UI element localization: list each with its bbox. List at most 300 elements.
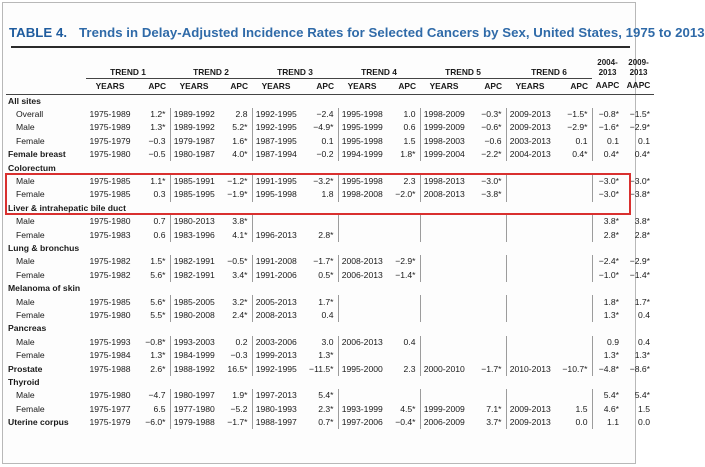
years-cell [506,255,554,268]
apc-cell: 2.6* [134,362,170,375]
apc-cell [554,269,592,282]
years-cell: 1975-1985 [89,189,131,200]
apc-cell [468,389,506,402]
aapc-cell: 1.5 [638,403,650,414]
apc-cell: 5.5* [134,309,170,322]
apc-cell: −1.2* [218,175,252,188]
apc-cell [386,389,420,402]
years-cell: 2008-2013 [255,309,297,320]
years-cell: 1998-2013 [423,176,465,187]
table-number: TABLE 4. [9,25,68,40]
site-label: Pancreas [8,323,47,334]
apc-cell [468,309,506,322]
site-row [6,362,654,375]
years-cell [420,295,468,308]
apc-cell: 16.5* [218,362,252,375]
site-row [6,322,654,335]
years-cell [506,228,554,241]
years-cell: 1977-1980 [173,403,215,414]
header-years: YEARS [506,78,554,94]
site-label: Prostate [8,363,43,374]
years-cell [420,269,468,282]
apc-cell: 0.4 [386,336,420,349]
row-label: Female [16,403,45,414]
years-cell [420,228,468,241]
aapc-cell: 3.8* [603,216,619,227]
apc-cell: 5.6* [134,269,170,282]
row-label: Female [16,135,45,146]
years-cell: 1998-2003 [423,135,465,146]
aapc-cell: 0.9 [607,336,619,347]
site-row [6,94,654,108]
row-label: Male [16,216,35,227]
aapc-cell: 0.0 [638,417,650,428]
aapc-cell: 0.1 [607,135,619,146]
table-row [6,269,654,282]
years-cell: 1997-2006 [341,417,383,428]
apc-cell [468,228,506,241]
apc-cell [554,349,592,362]
years-cell: 1993-1999 [341,403,383,414]
apc-cell [468,336,506,349]
years-cell: 1984-1999 [173,350,215,361]
aapc-cell: 0.1 [638,135,650,146]
site-label: Liver & intrahepatic bile duct [8,202,126,213]
header-blank [6,58,86,78]
apc-cell: 0.1 [300,135,338,148]
years-cell: 1975-1985 [89,296,131,307]
apc-cell: 2.8* [300,228,338,241]
apc-cell: −2.2* [468,148,506,161]
years-cell: 2008-2013 [423,189,465,200]
header-trend-5: TREND 5 [420,58,506,78]
aapc-cell: 1.8* [603,296,619,307]
header-years: YEARS [338,78,386,94]
years-cell [338,228,386,241]
years-cell: 1992-1995 [255,122,297,133]
apc-cell [468,295,506,308]
years-cell [252,215,300,228]
years-cell: 1998-2008 [341,189,383,200]
apc-cell: −3.2* [300,175,338,188]
row-label: Female [16,350,45,361]
years-cell: 2006-2009 [423,417,465,428]
apc-cell [554,389,592,402]
apc-cell: 0.3 [134,188,170,201]
years-cell: 1975-1979 [89,135,131,146]
aapc-cell: 0.4 [638,336,650,347]
header-trend-3: TREND 3 [252,58,338,78]
table-row [6,175,654,188]
apc-cell: 1.3* [134,349,170,362]
apc-cell: 1.0 [386,108,420,121]
apc-cell [386,295,420,308]
apc-cell [468,269,506,282]
apc-cell: −0.8* [134,336,170,349]
years-cell: 1979-1988 [173,417,215,428]
apc-cell: −0.5 [134,148,170,161]
header-blank-2 [6,78,86,94]
years-cell [338,295,386,308]
table-row [6,336,654,349]
apc-cell: 3.2* [218,295,252,308]
header-trend-2: TREND 2 [170,58,252,78]
years-cell: 1998-2009 [423,109,465,120]
aapc-cell: 0.4* [634,149,650,160]
years-cell [506,389,554,402]
years-cell: 2000-2010 [423,363,465,374]
years-cell: 1992-1995 [255,363,297,374]
aapc-cell: −0.8* [598,109,619,120]
years-cell: 1995-1998 [341,109,383,120]
apc-cell [554,175,592,188]
aapc-cell: −4.8* [598,363,619,374]
site-row [6,242,654,255]
header-years: YEARS [86,78,134,94]
header-aapc: AAPC [623,78,654,94]
aapc-cell: −3.8* [629,189,650,200]
site-row [6,282,654,295]
row-label: Overall [16,109,44,120]
header-apc: APC [386,78,420,94]
apc-cell: 0.4* [554,148,592,161]
years-cell: 1975-1984 [89,350,131,361]
header-aapc-2004: 2004-2013 [597,58,618,77]
apc-cell: 2.4* [218,309,252,322]
apc-cell: 3.8* [218,215,252,228]
apc-cell: −1.7* [300,255,338,268]
aapc-cell: 1.3* [603,309,619,320]
site-label: Melanoma of skin [8,283,81,294]
years-cell: 2010-2013 [509,363,551,374]
table-row [6,402,654,415]
years-cell [338,349,386,362]
years-cell: 1995-1998 [341,176,383,187]
aapc-cell: −1.4* [629,269,650,280]
years-cell: 1975-1988 [89,363,131,374]
apc-cell: −1.4* [386,269,420,282]
years-cell: 1991-2008 [255,256,297,267]
years-cell: 1985-2005 [173,296,215,307]
aapc-cell: −2.9* [629,256,650,267]
years-cell: 1995-1998 [341,135,383,146]
header-apc: APC [134,78,170,94]
years-cell: 1975-1977 [89,403,131,414]
years-cell: 1975-1993 [89,336,131,347]
years-cell: 1985-1991 [173,176,215,187]
years-cell: 1989-1992 [173,109,215,120]
years-cell: 1975-1985 [89,176,131,187]
years-cell: 1991-1995 [255,176,297,187]
years-cell: 1980-1993 [255,403,297,414]
row-label: Female [16,229,45,240]
apc-cell [386,309,420,322]
table-row [6,188,654,201]
years-cell [420,215,468,228]
years-cell: 1980-2008 [173,309,215,320]
years-cell [338,215,386,228]
apc-cell: 1.5 [554,402,592,415]
years-cell: 1987-1995 [255,135,297,146]
row-label: Male [16,296,35,307]
table-row [6,215,654,228]
years-cell: 1975-1982 [89,256,131,267]
site-label: Female breast [8,149,66,160]
row-label: Male [16,256,35,267]
apc-cell: −1.7* [218,416,252,429]
apc-cell: 0.7 [134,215,170,228]
years-cell [420,389,468,402]
apc-cell: −0.6 [468,135,506,148]
apc-cell: 1.8 [300,188,338,201]
years-cell [420,309,468,322]
apc-cell [554,336,592,349]
apc-cell: −1.5* [554,108,592,121]
header-apc: APC [468,78,506,94]
table-row [6,108,654,121]
years-cell: 1980-1987 [173,149,215,160]
years-cell: 1989-1992 [173,122,215,133]
apc-cell: 2.3 [386,362,420,375]
apc-cell: 2.3 [386,175,420,188]
years-cell: 1988-1992 [173,363,215,374]
aapc-cell: −8.6* [629,363,650,374]
years-cell: 2006-2013 [341,336,383,347]
aapc-cell: 1.3* [603,350,619,361]
apc-cell [468,349,506,362]
years-cell: 2009-2013 [509,417,551,428]
years-cell: 1987-1994 [255,149,297,160]
table-body [6,94,654,429]
table-row [6,309,654,322]
site-row [6,376,654,389]
years-cell: 1992-1995 [255,109,297,120]
aapc-cell: 2.8* [634,229,650,240]
years-cell: 1988-1997 [255,417,297,428]
site-row [6,161,654,174]
incidence-trends-table [6,58,654,429]
years-cell: 1994-1999 [341,149,383,160]
years-cell: 1980-1997 [173,390,215,401]
apc-cell: 3.0 [300,336,338,349]
aapc-cell: −1.5* [629,109,650,120]
header-apc: APC [218,78,252,94]
apc-cell: 0.6 [134,228,170,241]
years-cell: 2009-2013 [509,403,551,414]
table-row [6,121,654,134]
years-cell: 1975-1989 [89,109,131,120]
apc-cell: 3.4* [218,269,252,282]
years-cell: 1975-1980 [89,390,131,401]
apc-cell: 1.5* [134,255,170,268]
years-cell: 1979-1987 [173,135,215,146]
site-row [6,148,654,161]
years-cell: 1995-1998 [255,189,297,200]
apc-cell: 7.1* [468,402,506,415]
years-cell: 1991-2006 [255,269,297,280]
apc-cell: 4.5* [386,402,420,415]
apc-cell: 5.2* [218,121,252,134]
apc-cell: −1.7* [468,362,506,375]
site-label: Thyroid [8,376,40,387]
years-cell: 1983-1996 [173,229,215,240]
header-years: YEARS [170,78,218,94]
header-row-trends [6,58,654,78]
apc-cell: 0.0 [554,416,592,429]
aapc-cell: −2.4* [598,256,619,267]
aapc-cell: −1.6* [598,122,619,133]
aapc-cell: −3.0* [598,189,619,200]
apc-cell: −2.9* [554,121,592,134]
table-row [6,255,654,268]
years-cell [420,255,468,268]
apc-cell: −0.2 [300,148,338,161]
years-cell [506,215,554,228]
aapc-cell: 0.4* [603,149,619,160]
years-cell [506,309,554,322]
apc-cell: 0.5* [300,269,338,282]
apc-cell: 2.3* [300,402,338,415]
apc-cell [554,295,592,308]
apc-cell: 1.1* [134,175,170,188]
years-cell: 1975-1983 [89,229,131,240]
years-cell [506,188,554,201]
apc-cell [386,215,420,228]
apc-cell: −0.3* [468,108,506,121]
apc-cell: 1.5 [386,135,420,148]
years-cell: 1982-1991 [173,256,215,267]
aapc-cell: −2.9* [629,122,650,133]
table-title [9,25,705,40]
apc-cell: −0.5* [218,255,252,268]
header-trend-1: TREND 1 [86,58,170,78]
years-cell [506,295,554,308]
apc-cell: 0.6 [386,121,420,134]
aapc-cell: 1.1 [607,417,619,428]
aapc-cell: 1.7* [634,296,650,307]
years-cell [506,269,554,282]
header-years: YEARS [420,78,468,94]
apc-cell: −3.0* [468,175,506,188]
years-cell: 1995-2000 [341,363,383,374]
apc-cell [554,309,592,322]
apc-cell: −11.5* [300,362,338,375]
apc-cell: −4.7 [134,389,170,402]
apc-cell: 0.1 [554,135,592,148]
apc-cell: 1.3* [134,121,170,134]
apc-cell: −2.4 [300,108,338,121]
table-row [6,389,654,402]
apc-cell: −2.9* [386,255,420,268]
table-row [6,228,654,241]
header-apc: APC [300,78,338,94]
apc-cell: 5.4* [300,389,338,402]
years-cell [338,389,386,402]
aapc-cell: 5.4* [634,390,650,401]
apc-cell: −5.2 [218,402,252,415]
apc-cell: −0.4* [386,416,420,429]
apc-cell: 3.7* [468,416,506,429]
years-cell: 2003-2013 [509,135,551,146]
apc-cell [468,255,506,268]
apc-cell: 2.8 [218,108,252,121]
years-cell [420,336,468,349]
apc-cell: 1.7* [300,295,338,308]
site-label: Lung & bronchus [8,242,80,253]
aapc-cell: −3.0* [629,176,650,187]
site-label: Uterine corpus [8,417,69,428]
table-row [6,295,654,308]
years-cell: 1999-2009 [423,403,465,414]
years-cell [506,175,554,188]
years-cell [420,349,468,362]
years-cell: 1999-2009 [423,122,465,133]
years-cell: 1975-1980 [89,309,131,320]
years-cell: 2008-2013 [341,256,383,267]
header-trend-6: TREND 6 [506,58,592,78]
years-cell [506,336,554,349]
header-apc: APC [554,78,592,94]
years-cell [338,309,386,322]
years-cell: 1975-1980 [89,216,131,227]
apc-cell: 0.7* [300,416,338,429]
years-cell: 1996-2013 [255,229,297,240]
years-cell: 2006-2013 [341,269,383,280]
years-cell: 2009-2013 [509,109,551,120]
aapc-cell: 2.8* [603,229,619,240]
apc-cell: −0.3 [134,135,170,148]
apc-cell: −4.9* [300,121,338,134]
apc-cell [386,349,420,362]
row-label: Female [16,189,45,200]
apc-cell: 1.2* [134,108,170,121]
table-row [6,349,654,362]
apc-cell: 1.9* [218,389,252,402]
apc-cell: −1.9* [218,188,252,201]
row-label: Female [16,309,45,320]
apc-cell [300,215,338,228]
header-aapc: AAPC [592,78,623,94]
aapc-cell: 1.3* [634,350,650,361]
years-cell: 2005-2013 [255,296,297,307]
row-label: Male [16,390,35,401]
row-label: Male [16,336,35,347]
apc-cell: −0.6* [468,121,506,134]
apc-cell: −3.8* [468,188,506,201]
table-title-text: Trends in Delay-Adjusted Incidence Rates for Selected Cancers by Sex, United States, 1975 to 2013 [79,25,705,40]
aapc-cell: 4.6* [603,403,619,414]
years-cell [506,349,554,362]
aapc-cell: −1.0* [598,269,619,280]
years-cell: 2009-2013 [509,122,551,133]
table-row [6,135,654,148]
years-cell: 1975-1980 [89,149,131,160]
apc-cell: 5.6* [134,295,170,308]
aapc-cell: 5.4* [603,390,619,401]
apc-cell: 0.4 [300,309,338,322]
header-row-sub [6,78,654,94]
apc-cell: 4.0* [218,148,252,161]
apc-cell [554,228,592,241]
years-cell: 1982-1991 [173,269,215,280]
apc-cell: 4.1* [218,228,252,241]
apc-cell [554,215,592,228]
apc-cell: 6.5 [134,402,170,415]
header-years: YEARS [252,78,300,94]
years-cell: 1975-1989 [89,122,131,133]
years-cell: 2003-2006 [255,336,297,347]
apc-cell: 0.2 [218,336,252,349]
